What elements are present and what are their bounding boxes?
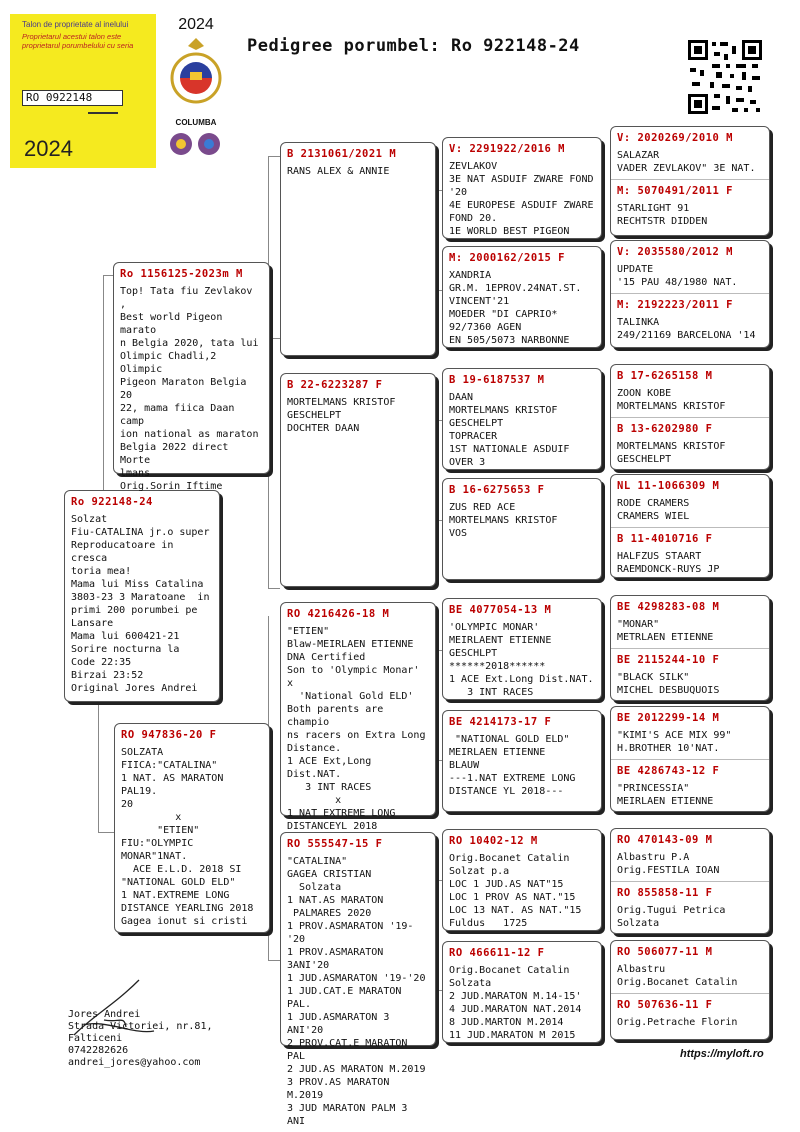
dam-ring: RO 947836-20 F — [121, 729, 217, 741]
great-grandparent-card[interactable] — [442, 137, 602, 239]
great-grandparent-card[interactable] — [442, 710, 602, 812]
owner-name: Jores Andrei — [68, 1009, 141, 1020]
card-divider — [611, 881, 769, 882]
great-grandparent-ring: M: 2000162/2015 F — [449, 252, 565, 264]
great-grandparent-ring: B 19-6187537 M — [449, 374, 545, 386]
g4-text: STARLIGHT 91 RECHTSTR DIDDEN — [617, 203, 708, 227]
columba-emblem-icon — [166, 34, 226, 114]
card-divider — [611, 993, 769, 994]
great-grandparent-text: 'OLYMPIC MONAR' MEIRLAENT ETIENNE GESCHLPT ******2018****** 1 ACE Ext.Long Dist.NAT. 3 INT RACES — [449, 622, 594, 698]
grandparent-text: MORTELMANS KRISTOF GESCHELPT DOCHTER DAAN — [287, 397, 396, 434]
card-divider — [611, 179, 769, 180]
dam-text: SOLZATA FIICA:"CATALINA" 1 NAT. AS MARATON PAL19. 20 x "ETIEN" FIU:"OLYMPIC MONAR"1NAT. ACE E.L.D. 2018 SI "NATIONAL GOLD ELD" 1 NAT.EXTREME LONG DISTANCE YEARLING 2018 Gagea ionut si cristi — [121, 747, 254, 927]
g4-text: RODE CRAMERS CRAMERS WIEL — [617, 498, 690, 522]
great-grandparent-card[interactable] — [442, 246, 602, 348]
great-grandparent-card[interactable] — [442, 598, 602, 700]
connector-line — [98, 832, 114, 833]
g4-ring: M: 5070491/2011 F — [617, 185, 733, 197]
g4-ring: M: 2192223/2011 F — [617, 299, 733, 311]
great-grandparent-text: Orig.Bocanet Catalin Solzat p.a LOC 1 JUD.AS NAT"15 LOC 1 PROV AS NAT."15 LOC 13 NAT. AS NAT."15 Fuldus 1725 — [449, 853, 582, 929]
great-grandparent-ring: RO 10402-12 M — [449, 835, 538, 847]
g4-text: Orig.Petrache Florin — [617, 1017, 738, 1028]
logo-year: 2024 — [178, 16, 214, 33]
grandparent-text: "CATALINA" GAGEA CRISTIAN Solzata 1 NAT.AS MARATON PALMARES 2020 1 PROV.ASMARATON '19-'20 1 PROV.ASMARATON 3ANI'20 1 JUD.ASMARATON '19-'20 1 JUD.CAT.E MARATON PAL. 1 JUD.ASMARATON 3 ANI'20 2 PROV.CAT.E MARATON PAL 2 JUD.AS MARATON M.2019 3 PROV.AS MARATON M.2019 3 JUD MARATON PALM 3 ANI — [287, 856, 426, 1127]
g4-ring: BE 2012299-14 M — [617, 712, 720, 724]
connector-line — [268, 588, 280, 589]
great-grandparent-ring: V: 2291922/2016 M — [449, 143, 565, 155]
great-grandparent-ring: BE 4214173-17 F — [449, 716, 552, 728]
ring-ticket — [10, 14, 156, 168]
g4-ring: V: 2035580/2012 M — [617, 246, 733, 258]
g4-ring: BE 4286743-12 F — [617, 765, 720, 777]
great-great-grandparent-pair-card[interactable] — [610, 828, 770, 934]
g4-text: Albastru Orig.Bocanet Catalin — [617, 964, 738, 988]
dam-card[interactable] — [114, 723, 270, 933]
grandparent-ring: RO 555547-15 F — [287, 838, 383, 850]
great-grandparent-text: XANDRIA GR.M. 1EPROV.24NAT.ST. VINCENT'21 MOEDER "DI CAPRIO* 92/7360 AGEN EN 505/5073 NARBONNE — [449, 270, 582, 346]
qr-code-icon — [686, 38, 764, 116]
grandparent-card[interactable] — [280, 602, 436, 832]
great-great-grandparent-pair-card[interactable] — [610, 240, 770, 348]
great-grandparent-card[interactable] — [442, 368, 602, 470]
site-url[interactable]: https://myloft.ro — [680, 1048, 764, 1060]
ticket-signature-line — [88, 112, 118, 114]
pigeon-stamp-icon — [166, 127, 226, 161]
g4-ring: BE 4298283-08 M — [617, 601, 720, 613]
great-grandparent-ring: BE 4077054-13 M — [449, 604, 552, 616]
g4-text: "MONAR" METRLAEN ETIENNE — [617, 619, 714, 643]
great-great-grandparent-pair-card[interactable] — [610, 706, 770, 812]
card-divider — [611, 527, 769, 528]
great-grandparent-card[interactable] — [442, 829, 602, 931]
owner-email[interactable]: andrei_jores@yahoo.com — [68, 1057, 201, 1068]
g4-text: "BLACK SILK" MICHEL DESBUQUOIS — [617, 672, 720, 696]
great-grandparent-text: Orig.Bocanet Catalin Solzata 2 JUD.MARATON M.14-15' 4 JUD.MARATON NAT.2014 8 JUD.MARTON M.2014 11 JUD.MARATON M 2015 — [449, 965, 582, 1041]
great-grandparent-text: ZEVLAKOV 3E NAT ASDUIF ZWARE FOND '20 4E EUROPESE ASDUIF ZWARE FOND 20. 1E WORLD BEST PIGEON — [449, 161, 594, 237]
grandparent-ring: RO 4216426-18 M — [287, 608, 390, 620]
g4-ring: NL 11-1066309 M — [617, 480, 720, 492]
grandparent-ring: B 22-6223287 F — [287, 379, 383, 391]
grandparent-text: "ETIEN" Blaw-MEIRLAEN ETIENNE DNA Certified Son to 'Olympic Monar' x 'National Gold ELD' Both parents are champio ns racers on Extra Long Distance. 1 ACE Ext,Long Dist.NAT. 3 INT RACES x 1 NAT EXTREME LONG DISTANCEYL 2018 — [287, 626, 426, 832]
g4-ring: B 17-6265158 M — [617, 370, 713, 382]
g4-text: MORTELMANS KRISTOF GESCHELPT — [617, 441, 726, 465]
g4-ring: V: 2020269/2010 M — [617, 132, 733, 144]
g4-ring: RO 506077-11 M — [617, 946, 713, 958]
g4-text: "PRINCESSIA" MEIRLAEN ETIENNE — [617, 783, 714, 807]
g4-text: ZOON KOBE MORTELMANS KRISTOF — [617, 388, 726, 412]
grandparent-card[interactable] — [280, 832, 436, 1127]
connector-line — [98, 702, 99, 832]
sire-card[interactable] — [113, 262, 270, 492]
g4-text: HALFZUS STAART RAEMDONCK-RUYS JP — [617, 551, 720, 575]
card-divider — [611, 417, 769, 418]
subject-text: Solzat Fiu-CATALINA jr.o super Reproducatoare in cresca toria mea! Mama lui Miss Catalina 3803-23 3 Maratoane in primi 200 porumbei pe Lansare Mama lui 600421-21 Sorire nocturna la Code 22:35 Birzai 23:52 Original Jores Andrei — [71, 514, 210, 694]
great-great-grandparent-pair-card[interactable] — [610, 940, 770, 1040]
great-grandparent-text: ZUS RED ACE MORTELMANS KRISTOF VOS — [449, 502, 558, 539]
g4-text: "KIMI'S ACE MIX 99" H.BROTHER 10'NAT. — [617, 730, 732, 754]
page-title: Pedigree porumbel: Ro 922148-24 — [247, 36, 580, 56]
grandparent-card[interactable] — [280, 373, 436, 587]
card-divider — [611, 648, 769, 649]
g4-text: UPDATE '15 PAU 48/1980 NAT. — [617, 264, 738, 288]
grandparent-text: RANS ALEX & ANNIE — [287, 166, 390, 177]
grandparent-ring: B 2131061/2021 M — [287, 148, 397, 160]
subject-card[interactable] — [64, 490, 220, 702]
g4-ring: RO 470143-09 M — [617, 834, 713, 846]
g4-ring: RO 507636-11 F — [617, 999, 713, 1011]
great-great-grandparent-pair-card[interactable] — [610, 595, 770, 701]
card-divider — [611, 759, 769, 760]
card-divider — [611, 293, 769, 294]
great-great-grandparent-pair-card[interactable] — [610, 364, 770, 470]
subject-ring: Ro 922148-24 — [71, 496, 153, 508]
grandparent-card[interactable] — [280, 142, 436, 356]
connector-line — [268, 960, 280, 961]
great-grandparent-text: "NATIONAL GOLD ELD" MEIRLAEN ETIENNE BLAUW ---1.NAT EXTREME LONG DISTANCE YL 2018--- — [449, 734, 576, 797]
owner-city: Falticeni — [68, 1033, 123, 1044]
great-great-grandparent-pair-card[interactable] — [610, 126, 770, 236]
g4-ring: RO 855858-11 F — [617, 887, 713, 899]
great-grandparent-ring: B 16-6275653 F — [449, 484, 545, 496]
owner-street: Strada Victoriei, nr.81, — [68, 1021, 213, 1032]
great-grandparent-ring: RO 466611-12 F — [449, 947, 545, 959]
owner-phone: 0742282626 — [68, 1045, 129, 1056]
great-grandparent-card[interactable] — [442, 941, 602, 1043]
connector-line — [103, 275, 113, 276]
columba-logo — [166, 16, 226, 166]
sire-ring: Ro 1156125-2023m M — [120, 268, 243, 280]
g4-text: Albastru P.A Orig.FESTILA IOAN — [617, 852, 720, 876]
ticket-title: Talon de proprietate al inelului — [22, 20, 129, 29]
g4-ring: BE 2115244-10 F — [617, 654, 720, 666]
sire-text: Top! Tata fiu Zevlakov , Best world Pigeon marato n Belgia 2020, tata lui Olimpic Chadli,2 Olimpic Pigeon Maraton Belgia 20 22, mama fiica Daan camp ion national as maraton Belgia 2022 direct Morte lmans Orig.Sorin Iftime — [120, 286, 259, 492]
connector-line — [103, 275, 104, 490]
g4-text: TALINKA 249/21169 BARCELONA '14 — [617, 317, 756, 341]
g4-text: SALAZAR VADER ZEVLAKOV" 3E NAT. — [617, 150, 756, 174]
g4-ring: B 13-6202980 F — [617, 423, 713, 435]
g4-text: Orig.Tugui Petrica Solzata — [617, 905, 726, 929]
ticket-ring-number: RO 0922148 — [22, 90, 123, 106]
great-great-grandparent-pair-card[interactable] — [610, 474, 770, 578]
great-grandparent-card[interactable] — [442, 478, 602, 580]
great-grandparent-text: DAAN MORTELMANS KRISTOF GESCHELPT TOPRACER 1ST NATIONALE ASDUIF OVER 3 — [449, 392, 570, 468]
logo-brand: COLUMBA — [175, 118, 217, 127]
g4-ring: B 11-4010716 F — [617, 533, 713, 545]
ticket-year: 2024 — [24, 136, 73, 161]
connector-line — [268, 156, 280, 157]
owner-contact — [68, 1009, 213, 1069]
ticket-subtitle: Proprietarul acestui talon este proprietarul porumbelului cu seria — [22, 32, 134, 50]
